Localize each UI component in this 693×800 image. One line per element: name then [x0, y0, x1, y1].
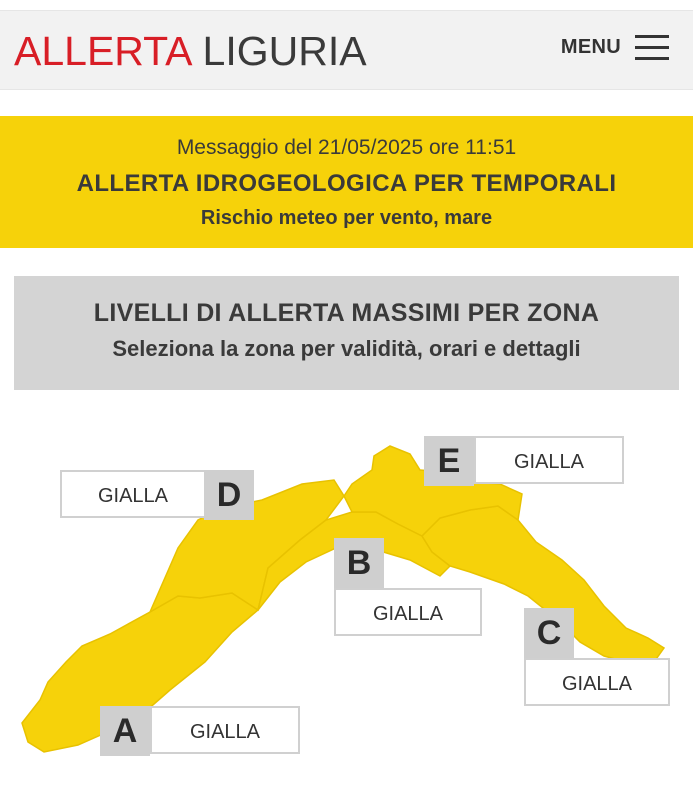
menu-label: MENU [560, 35, 621, 58]
zones-map [0, 400, 693, 800]
zone-b-letter[interactable]: B [334, 538, 384, 588]
zone-e-level-box[interactable]: GIALLA [474, 436, 624, 484]
zone-a-letter[interactable]: A [100, 706, 150, 756]
hamburger-icon [635, 33, 669, 61]
logo-text-liguria: LIGURIA [202, 28, 367, 74]
zone-e-letter[interactable]: E [424, 436, 474, 486]
levels-subtitle: Seleziona la zona per validità, orari e dettagli [112, 336, 581, 361]
logo-text-allerta: ALLERTA [14, 28, 193, 74]
alert-subtitle: Rischio meteo per vento, mare [200, 207, 493, 229]
levels-panel [14, 276, 679, 390]
zone-c-letter[interactable]: C [524, 608, 574, 658]
alert-title: ALLERTA IDROGEOLOGICA PER TEMPORALI [76, 170, 617, 197]
zone-a-level-box[interactable]: GIALLA [150, 706, 300, 754]
zone-b-level-box[interactable]: GIALLA [334, 588, 482, 636]
zone-c-level-box[interactable]: GIALLA [524, 658, 670, 706]
levels-title: LIVELLI DI ALLERTA MASSIMI PER ZONA [93, 299, 600, 327]
top-header [0, 10, 693, 90]
zone-d-level-box[interactable]: GIALLA [60, 470, 206, 518]
alert-message-date: Messaggio del 21/05/2025 ore 11:51 [176, 136, 517, 159]
menu-button[interactable] [561, 33, 669, 61]
allerta-liguria-logo[interactable] [14, 29, 367, 73]
alert-banner [0, 116, 693, 248]
zone-d-letter[interactable]: D [204, 470, 254, 520]
